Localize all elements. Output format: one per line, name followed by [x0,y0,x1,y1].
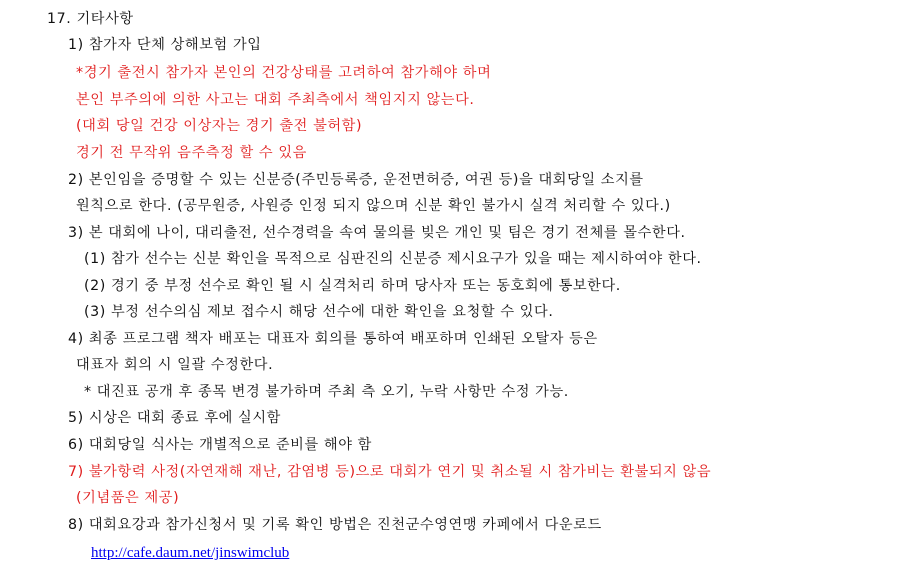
item-4-program-line-1: 4) 최종 프로그램 책자 배포는 대표자 회의를 통하여 배포하며 인쇄된 오탈자 등은 [68,331,598,347]
item-2-id-line-1: 2) 본인임을 증명할 수 있는 신분증(주민등록증, 운전면허증, 여권 등)을 대회당일 소지를 [68,172,644,188]
item-4-bracket-note: * 대진표 공개 후 종목 변경 불가하며 주최 측 오기, 누락 사항만 수정 가능. [84,384,569,400]
item-6-meals: 6) 대회당일 식사는 개별적으로 준비를 해야 함 [68,437,372,453]
item-3-forfeit: 3) 본 대회에 나이, 대리출전, 선수경력을 속여 물의를 빚은 개인 및 팀은 경기 전체를 몰수한다. [68,225,686,241]
item-3-sub-3: (3) 부정 선수의심 제보 접수시 해당 선수에 대한 확인을 요청할 수 있다. [84,304,554,320]
notice-health-line-1: *경기 출전시 참가자 본인의 건강상태를 고려하여 참가해야 하며 [76,65,492,81]
item-7-refund-line-2: (기념품은 제공) [76,490,180,506]
item-8-download: 8) 대회요강과 참가신청서 및 기록 확인 방법은 진천군수영연맹 카페에서 다운로드 [68,517,602,533]
notice-alcohol-test: 경기 전 무작위 음주측정 할 수 있음 [76,145,307,161]
notice-health-line-2: 본인 부주의에 의한 사고는 대회 주최측에서 책임지지 않는다. [76,92,475,108]
item-2-id-line-2: 원칙으로 한다. (공무원증, 사원증 인정 되지 않으며 신분 확인 불가시 실격 처리할 수 있다.) [76,198,671,214]
notice-health-line-3: (대회 당일 건강 이상자는 경기 출전 불허함) [76,118,363,134]
item-1-insurance: 1) 참가자 단체 상해보험 가입 [68,37,262,53]
cafe-link[interactable]: http://cafe.daum.net/jinswimclub [91,545,290,561]
item-3-sub-1: (1) 참가 선수는 신분 확인을 목적으로 심판진의 신분증 제시요구가 있을 때는 제시하여야 한다. [84,251,702,267]
section-heading: 17. 기타사항 [47,11,134,27]
item-5-awards: 5) 시상은 대회 종료 후에 실시함 [68,410,281,426]
item-7-refund-line-1: 7) 불가항력 사정(자연재해 재난, 감염병 등)으로 대회가 연기 및 취소될 시 참가비는 환불되지 않음 [68,464,712,480]
item-3-sub-2: (2) 경기 중 부정 선수로 확인 될 시 실격처리 하며 당사자 또는 동호회에 통보한다. [84,278,621,294]
item-4-program-line-2: 대표자 회의 시 일괄 수정한다. [76,357,274,373]
